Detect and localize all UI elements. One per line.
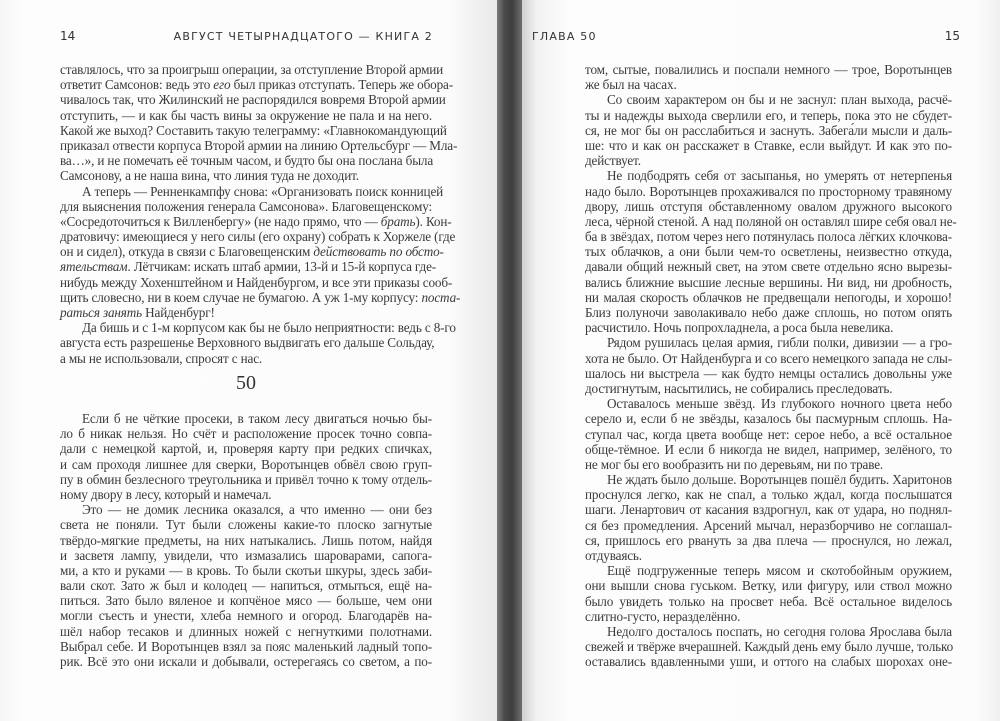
- text-line: ся без промедления. Арсений мычал, неразборчиво не соглашал-: [585, 517, 952, 533]
- text-line: ба в звёздах, потом через него потянулась полоса лёгких клочкова-: [585, 229, 952, 245]
- paragraph: [585, 396, 952, 472]
- text-line: ся, не мог бы он расслабиться и заснуть. Забега́ли мысли и даль-: [585, 122, 952, 138]
- italic-text: раться занять: [60, 305, 142, 320]
- text-segment: он и сидел), откуда в связи с Благовещенским: [60, 244, 314, 260]
- text-line: рик. Всё это они искали и добывали, остерегаясь со светом, а по-: [60, 654, 432, 669]
- text-line: света не поняли. Тут были сложены какие-то плоско загнутые: [60, 517, 432, 533]
- text-line: [60, 305, 432, 320]
- paragraph: [585, 168, 957, 336]
- paragraph: [60, 502, 432, 669]
- running-head: ГЛАВА 50: [532, 30, 597, 43]
- text-line: свежей и твёрже вчерашней. Каждый день ему было лучше, только: [585, 639, 954, 655]
- text-line: отдуваясь.: [585, 548, 642, 563]
- italic-text: брать: [380, 213, 416, 229]
- text-line: шёл набор тесаков и длинных ножей с негнуткими полотнами.: [60, 623, 432, 639]
- running-head: АВГУСТ ЧЕТЫРНАДЦАТОГО — КНИГА 2: [173, 30, 433, 43]
- italic-text: действовать по обсто-: [313, 244, 444, 260]
- text-line: Самсонову, а не наша вина, что линия туда не доходит.: [60, 168, 359, 184]
- text-line: ло б никак нельзя. Но счёт и расположение просек точно совпа-: [60, 426, 432, 442]
- paragraph: [585, 92, 952, 168]
- text-column: [585, 62, 957, 670]
- text-line: же был на часах.: [585, 77, 677, 93]
- paragraph: [585, 563, 952, 624]
- text-line: Да бишь и с 1-м корпусом как бы не было неприятности: ведь с 8-го: [82, 320, 456, 336]
- text-segment: был приказ отступать. Теперь же обора-: [230, 77, 453, 93]
- text-segment: ответит Самсонов: ведь это: [60, 77, 214, 93]
- text-line: Недолго досталось поспать, но сегодня голова Ярослава была: [607, 623, 952, 639]
- page-number: 14: [60, 29, 76, 43]
- text-line: вали скот. Зато ж был и колодец — напиться, отмыться, ещё на-: [60, 578, 432, 594]
- text-line: для выяснения положения генерала Самсонова». Благовещенскому:: [60, 198, 432, 214]
- text-line: действует.: [585, 153, 641, 169]
- text-line: Не подбодрять себя от засыпанья, но умерять от нетерпенья: [607, 168, 952, 184]
- paragraph: [60, 62, 458, 184]
- text-line: они вышли снова гуськом. Ветку, или фигуру, или ствол можно: [585, 578, 952, 594]
- text-line: [60, 213, 452, 229]
- text-line: том, сытые, повалились и поспали немного — трое, Воротынцев: [585, 62, 952, 77]
- book-gutter: [497, 0, 522, 721]
- paragraph: [60, 183, 461, 321]
- text-line: хота не было. От Найденбурга и со всего немецкого запада не слы-: [585, 350, 952, 366]
- text-line: давали общий нежный свет, на этом свете отдельно ясно вырезы-: [585, 259, 952, 275]
- text-segment: щить словесно, ни в коем случае не бумагою. А уж 1-му корпусу:: [60, 289, 422, 305]
- right-page: [522, 0, 1000, 721]
- text-line: слитно-густо, неразделённо.: [585, 608, 741, 624]
- italic-text: его: [213, 77, 231, 93]
- text-line: ся, пришлось его рвануть за два плеча — проснулся, но лежал,: [585, 532, 952, 548]
- text-line: серело и, если б не звёзды, казалось бы пасмурным сплошь. На-: [585, 411, 952, 427]
- text-column-top: [60, 62, 461, 366]
- italic-text: поста-: [421, 289, 461, 305]
- text-line: ми, а кто и руками — в кровь. То были скотьи шкуры, здесь заби-: [60, 562, 432, 578]
- text-line: Близ полуночи заволакивало небо даже сплошь, но потом опять: [585, 305, 952, 320]
- text-line: дали с немецкой картой, и, проверяя карту при редких спичках,: [60, 441, 432, 457]
- text-line: а мы не использовали, спросят с нас.: [60, 350, 263, 366]
- text-segment: . Лётчикам: искать штаб армии, 13-й и 15-й корпуса где-: [127, 259, 437, 275]
- text-line: [60, 244, 444, 260]
- text-column-bottom: [60, 411, 432, 669]
- chapter-heading: 50: [236, 372, 256, 394]
- text-line: вались ближние высшие лесные вершины. Ни вид, ни дробность,: [585, 274, 952, 290]
- text-line: чивалось так, что Жилинский не распорядился вовремя Второй армии: [60, 92, 446, 108]
- text-line: достигнутым, насытились, не собирались преследовать.: [585, 380, 893, 396]
- text-line: твёрдо-мягкие предметы, на них натыкались. Лишь потом, найдя: [60, 532, 432, 548]
- text-line: нибудь между Хохенштейном и Найденбургом, и все эти приказы сооб-: [60, 274, 453, 290]
- text-line: ва…», и не помечать её точным часом, и будто бы она послана была: [60, 153, 434, 169]
- text-line: проснулся легко, как не спал, а только ждал, когда послышатся: [585, 487, 952, 503]
- text-line: [60, 259, 437, 275]
- text-line: ставлялось, что за проигрыш операции, за отступление Второй армии: [60, 62, 444, 77]
- text-line: оставались вдавленными уши, и оттого на слабых шорохах оне-: [585, 654, 952, 670]
- left-page: [0, 0, 497, 721]
- text-line: А теперь — Ренненкампфу снова: «Организовать поиск конницей: [82, 183, 444, 199]
- text-line: Какой же выход? Составить такую телеграмму: «Главнокомандующий: [60, 122, 447, 138]
- text-line: было увидеть только на просвет неба. Всё остальное виделось: [585, 593, 952, 609]
- text-line: ному двору в лесу, который и намечал.: [60, 486, 272, 502]
- text-line: обще-тёмное. И если б никогда не видел, например, зелёного, то: [585, 441, 952, 457]
- text-line: ни малая скорость облачков не предвещали непогоды, и хорошо!: [585, 289, 952, 305]
- text-line: питься. Зато было вяленое и копчёное мясо — больше, чем они: [60, 593, 432, 609]
- italic-text: ятельствам: [60, 259, 128, 275]
- text-line: тых облачков, а они были чем-то осветлены, неизвестно откуда,: [585, 244, 952, 260]
- text-line: расчистило. Ночь попрохладнела, а роса была невелика.: [585, 320, 894, 336]
- text-line: и засветя лампу, увидели, что измазались шароварами, сапога-: [60, 547, 432, 563]
- text-line: Рядом рушилась целая армия, гибли полки, дивизии — а гро-: [607, 335, 952, 351]
- text-line: Это — не домик лесника оказался, а что именно — они без: [82, 502, 432, 518]
- text-line: Ещё подгруженные теперь мясом и скотобойным оружием,: [607, 563, 952, 579]
- text-line: [60, 289, 461, 305]
- text-line: Выбрал себе. И Воротынцев взял за пояс маленький ладный топо-: [60, 638, 432, 654]
- text-line: надо было. Воротынцев прохаживался по просторному травяному: [585, 183, 952, 199]
- paragraph: [60, 411, 432, 502]
- text-line: пу в обмин безлесного треугольника и привёл точно к тому отдель-: [60, 471, 432, 487]
- text-line: Не ждать было дольше. Воротынцев пошёл будить. Харитонов: [607, 472, 952, 488]
- text-line: шаги. Ленартович от касания вздрогнул, как от удара, но поднял-: [585, 502, 952, 518]
- text-segment: «Сосредоточиться к Вилленбергу» (не надо прямо, что —: [60, 213, 381, 229]
- text-line: и сам проходя лишнее для сверки, Воротынцев обвёл свою груп-: [60, 456, 432, 472]
- text-line: не мог бы его вообразить ни по деревьям, ни по траве.: [585, 456, 884, 472]
- text-line: ты и надежды выхода сверлили его, и теперь, пока это не сбудет-: [585, 107, 952, 123]
- text-line: ступал час, когда цвета вообще нет: серое небо, а всё остальное: [585, 426, 952, 442]
- text-line: могли съесть и унести, хлеба немного и огород. Благодарёв на-: [60, 608, 432, 624]
- text-segment: Найденбург!: [141, 305, 215, 320]
- text-line: отступить, — и как бы часть вины за окружение не пала и на него.: [60, 107, 432, 123]
- paragraph: [585, 624, 952, 670]
- text-line: августа есть разрешенье Верховного выдвигать его дальше Сольдау,: [60, 335, 435, 351]
- page-number: 15: [944, 29, 960, 43]
- paragraph: [585, 472, 952, 563]
- text-line: Оставалось меньше звёзд. Из глубокого ночного цвета небо: [607, 396, 952, 412]
- paragraph: [585, 62, 952, 92]
- text-line: [60, 77, 453, 93]
- paragraph: [60, 320, 456, 366]
- text-segment: ). Кон-: [415, 213, 452, 229]
- text-line: шалось ни выстрела — как будто немцы остались довольны уже: [585, 365, 952, 381]
- text-line: приказал отвести корпуса Второй армии на линию Ортельсбург — Мла-: [60, 137, 458, 153]
- text-line: двору, лишь отступя обставленному овалом дружного высокого: [585, 198, 952, 214]
- text-line: леса, чёрной стеной. А над поляной он оставлял шире себя овал не-: [585, 213, 957, 229]
- text-line: ше: что и как он расскажет в Ставке, если выйдут. И как это по-: [585, 137, 952, 153]
- paragraph: [585, 335, 952, 396]
- text-line: Если б не чёткие просеки, в таком лесу двигаться ночью бы-: [82, 411, 432, 426]
- text-line: Со своим характером он бы и не заснул: план выхода, расчё-: [607, 92, 952, 108]
- text-line: дратовичу: имеющиеся у него силы (его охрану) собрать к Хоржеле (где: [60, 229, 456, 245]
